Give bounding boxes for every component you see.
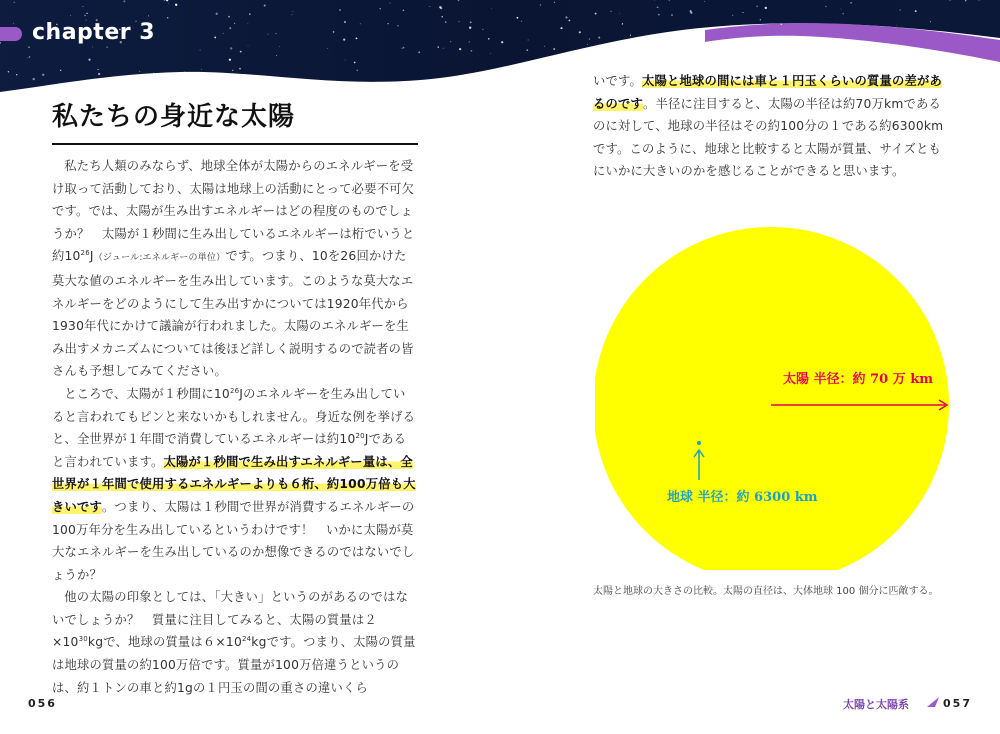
running-section-title: 太陽と太陽系: [843, 698, 909, 711]
chapter-label: chapter 3: [32, 20, 156, 45]
page-title: 私たちの身近な太陽: [52, 102, 296, 132]
text-run: kgです。つまり、太陽の質量は地球の質量の約100万倍です。質量が100万倍違うというのは、約１トンの車と約1gの１円玉の間の重さの違いくら: [52, 635, 416, 695]
exponent: 30: [78, 635, 88, 644]
triangle-marker-icon: [927, 697, 939, 707]
text-run: ところで、太陽が１秒間に10: [64, 386, 230, 401]
text-run: Jであると言われています。: [52, 432, 407, 469]
page-number-left: 056: [28, 697, 57, 710]
paragraph: [52, 586, 418, 699]
sun-disc: [595, 227, 949, 570]
text-run: 。つまり、太陽は１秒間で世界が消費するエネルギーの100万年分を生み出しているというわけです！ いかに太陽が莫大なエネルギーを生み出しているのか想像できるのではないでしょうか？: [52, 499, 415, 582]
exponent: 26: [80, 249, 90, 258]
text-run: いです。: [593, 74, 643, 88]
highlighted-text: 太陽と地球の間には車と１円玉くらいの質量の差があるのです: [593, 74, 942, 111]
text-run: J: [89, 249, 94, 264]
earth-dot: [697, 441, 701, 445]
left-body-text: [52, 155, 418, 699]
highlighted-text: 太陽が１秒間で生み出すエネルギー量は、全世界が１年間で使用するエネルギーよりも６桁、約100万倍も大きいです: [52, 454, 416, 514]
exponent: 20: [355, 432, 365, 441]
text-run: 。半径に注目すると、太陽の半径は約70万kmであるのに対して、地球の半径はその約100分の１である約6300kmです。このように、地球と比較すると太陽が質量、サイズともにいかに大きいのかを感じることができると思います。: [593, 96, 944, 179]
earth-radius-label: 地球 半径：約 6300 km: [667, 490, 818, 505]
paragraph: [52, 383, 418, 586]
text-run: Jのエネルギーを生み出していると言われてもピンと来ないかもしれません。身近な例を挙げると、全世界が１年間で消費しているエネルギーは約10: [52, 386, 416, 447]
paragraph: [593, 70, 951, 183]
size-comparison-figure: [595, 225, 955, 570]
sun-radius-label: 太陽 半径：約 70 万 km: [783, 372, 933, 387]
paragraph: [52, 155, 418, 383]
unit-note: （ジュール:エネルギーの単位）: [93, 253, 226, 264]
text-run: 私たち人類のみならず、地球全体が太陽からのエネルギーを受け取って活動しており、太陽は地球上の活動にとって必要不可欠です。では、太陽が生み出すエネルギーはどの程度のものでしょうか？ 太陽が１秒間に生み出しているエネルギーは桁でいうと約10: [52, 159, 415, 264]
exponent: 24: [241, 635, 252, 644]
page-number-right: 057: [943, 697, 972, 710]
right-body-text: [593, 70, 951, 183]
figure-caption: 太陽と地球の大きさの比較。太陽の直径は、大体地球 100 個分に匹敵する。: [593, 586, 939, 597]
exponent: 26: [229, 386, 240, 395]
text-run: です。つまり、10を26回かけた莫大な値のエネルギーを生み出しています。このような莫大なエネルギーをどのようにして生み出すかについては1920年代から1930年代にかけて議論が行われました。太陽のエネルギーを生み出すメカニズムについては後ほど詳しく説明するので読者の皆さんも予想してみてください。: [52, 249, 414, 379]
text-run: 他の太陽の印象としては、「大きい」というのがあるのではないでしょうか？ 質量に注目してみると、太陽の質量は２×10: [52, 590, 409, 650]
title-rule: [52, 143, 418, 145]
text-run: kgで、地球の質量は６×10: [87, 635, 242, 650]
